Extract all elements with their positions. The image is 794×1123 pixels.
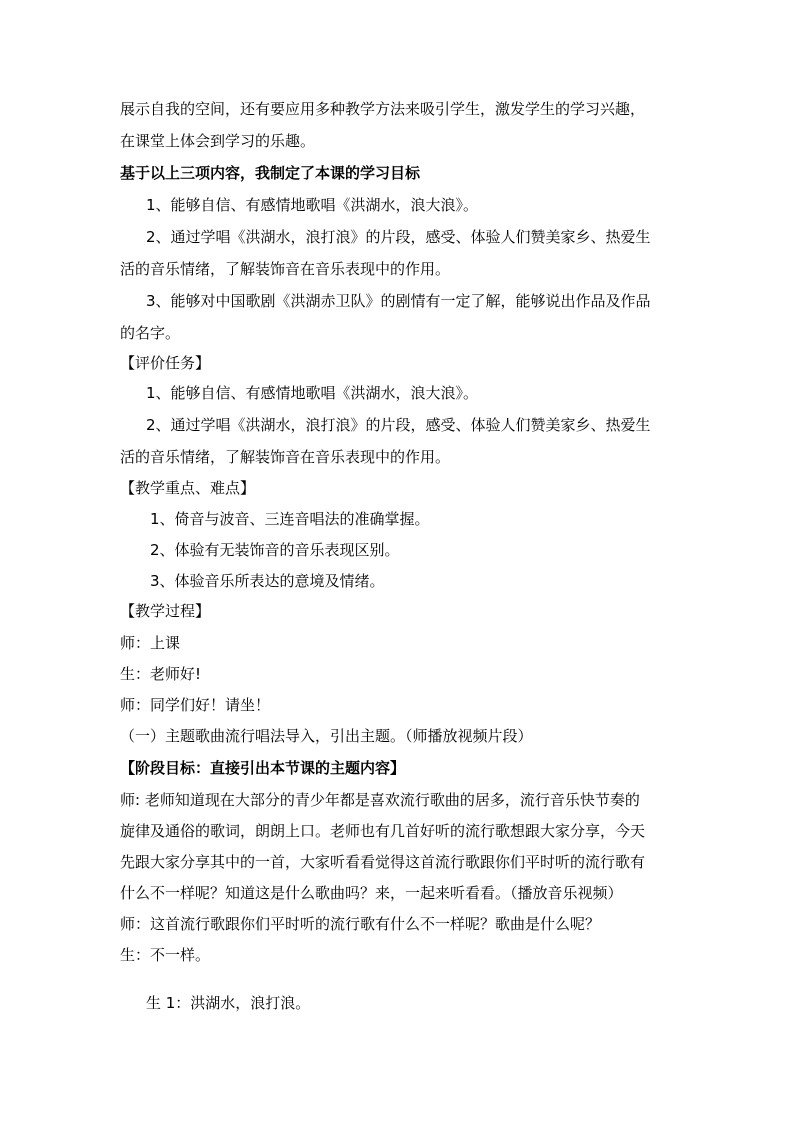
paragraph-line: 的名字。: [120, 324, 181, 342]
dialogue-line: 生 1：洪湖水，浪打浪。: [146, 994, 311, 1012]
paragraph-line: 活的音乐情绪，了解装饰音在音乐表现中的作用。: [120, 448, 451, 466]
list-item: 3、能够对中国歌剧《洪湖赤卫队》的剧情有一定了解，能够说出作品及作品: [146, 292, 651, 310]
paragraph-line: 活的音乐情绪，了解装饰音在音乐表现中的作用。: [120, 260, 451, 278]
list-item: 1、能够自信、有感情地歌唱《洪湖水，浪大浪》。: [146, 196, 479, 214]
dialogue-line: 什么不一样呢？知道这是什么歌曲吗？来，一起来听看看。（播放音乐视频）: [120, 884, 623, 902]
dialogue-line: 生：老师好!: [120, 665, 202, 683]
list-item: 2、通过学唱《洪湖水，浪打浪》的片段，感受、体验人们赞美家乡、热爱生: [146, 228, 651, 246]
dialogue-line: 师：这首流行歌跟你们平时听的流行歌有什么不一样呢？歌曲是什么呢？: [120, 915, 601, 933]
list-item: 3、体验音乐所表达的意境及情绪。: [150, 572, 385, 590]
list-item: 1、能够自信、有感情地歌唱《洪湖水，浪大浪》。: [146, 384, 479, 402]
list-item: 2、体验有无装饰音的音乐表现区别。: [150, 541, 400, 559]
stage-goal-heading: 【阶段目标：直接引出本节课的主题内容】: [120, 759, 406, 777]
paragraph-line: 展示自我的空间，还有要应用多种教学方法来吸引学生，激发学生的学习兴趣，: [120, 100, 646, 118]
dialogue-line: 师：上课: [120, 634, 181, 652]
dialogue-line: 先跟大家分享其中的一首，大家听看看觉得这首流行歌跟你们平时听的流行歌有: [120, 853, 646, 871]
list-item: 1、倚音与波音、三连音唱法的准确掌握。: [150, 510, 430, 528]
paragraph-line: 在课堂上体会到学习的乐趣。: [120, 132, 316, 150]
section-heading: 【评价任务】: [120, 354, 211, 372]
dialogue-line: 师：同学们好！请坐！: [120, 696, 271, 714]
section-heading: 【教学重点、难点】: [120, 479, 256, 497]
dialogue-line: 旋律及通俗的歌词，朗朗上口。老师也有几首好听的流行歌想跟大家分享，今天: [120, 822, 646, 840]
section-heading: 【教学过程】: [120, 602, 211, 620]
section-heading: 基于以上三项内容，我制定了本课的学习目标: [120, 164, 421, 182]
dialogue-line: 生：不一样。: [120, 946, 211, 964]
dialogue-line: 师: 老师知道现在大部分的青少年都是喜欢流行歌曲的居多，流行音乐快节奏的: [120, 791, 640, 809]
list-item: 2、通过学唱《洪湖水，浪打浪》的片段，感受、体验人们赞美家乡、热爱生: [146, 416, 651, 434]
subsection-heading: （一）主题歌曲流行唱法导入，引出主题。（师播放视频片段）: [120, 727, 533, 745]
